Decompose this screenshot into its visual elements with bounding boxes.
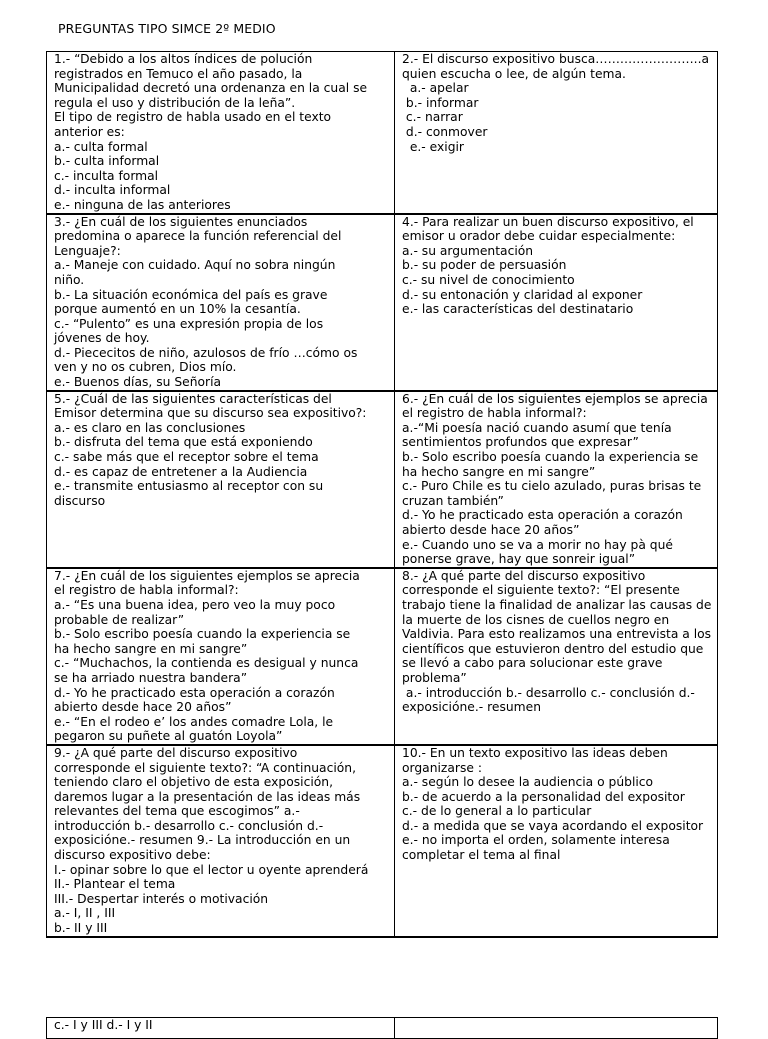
question-line: d.- Yo he practicado esta operación a corazón: [54, 685, 335, 700]
question-line: a.- culta formal: [54, 139, 148, 154]
question-cell: [47, 568, 395, 745]
question-line: sentimientos profundos que expresar”: [402, 435, 639, 450]
question-line: ven y no os cubren, Dios mío.: [54, 360, 237, 375]
question-line: daremos lugar a la presentación de las ideas más: [54, 789, 361, 804]
table-row: [47, 1018, 718, 1039]
question-line: pegaron su puñete al guatón Loyola”: [54, 729, 283, 744]
table-row: [47, 568, 718, 745]
question-line: problema”: [402, 670, 467, 685]
question-cell: [395, 214, 718, 391]
question-line: exposicióne.- resumen 9.- La introducción en un: [54, 833, 351, 848]
question-line: regula el uso y distribución de la leña”.: [54, 95, 296, 110]
question-line: corresponde el siguiente texto?: “El presente: [402, 583, 680, 598]
question-line: científicos que estuvieron dentro del estudio que: [402, 641, 704, 656]
question-line: organizarse :: [402, 760, 482, 775]
question-line: a.- apelar: [402, 81, 469, 96]
question-line: d.- a medida que se vaya acordando el expositor: [402, 818, 704, 833]
question-line: a.-“Mi poesía nació cuando asumí que tenía: [402, 420, 672, 435]
question-line: e.- Cuando uno se va a morir no hay pà qué: [402, 537, 673, 552]
table-row: [47, 391, 718, 568]
question-line: jóvenes de hoy.: [54, 331, 150, 346]
question-cell: [47, 214, 395, 391]
table-row: [47, 745, 718, 937]
question-line: cruzan también”: [402, 493, 504, 508]
question-line: b.- de acuerdo a la personalidad del expositor: [402, 789, 685, 804]
question-line: b.- disfruta del tema que está exponiendo: [54, 435, 313, 450]
question-line: anterior es:: [54, 124, 125, 139]
continuation-table: [46, 1017, 718, 1039]
question-line: b.- II y III: [54, 921, 108, 936]
question-line: probable de realizar”: [54, 612, 185, 627]
question-line: a.- su argumentación: [402, 243, 534, 258]
question-line: e.- las características del destinatario: [402, 302, 634, 317]
question-line: c.- sabe más que el receptor sobre el tema: [54, 450, 319, 465]
question-line: a.- I, II , III: [54, 906, 116, 921]
question-line: Municipalidad decretó una ordenanza en la cual se: [54, 81, 368, 96]
continuation-left-cell: c.- I y III d.- I y II: [47, 1018, 395, 1039]
question-line: teniendo claro el objetivo de esta exposición,: [54, 775, 333, 790]
question-line: trabajo tiene la finalidad de analizar las causas de: [402, 597, 712, 612]
question-line: e.- no importa el orden, solamente interesa: [402, 833, 670, 848]
question-line: d.- conmover: [402, 124, 488, 139]
question-line: predomina o aparece la función referencial del: [54, 229, 342, 244]
question-line: registrados en Temuco el año pasado, la: [54, 66, 303, 81]
question-line: El tipo de registro de habla usado en el texto: [54, 110, 332, 125]
question-line: se llevó a cabo para solucionar este grave: [402, 656, 663, 671]
question-cell: [47, 745, 395, 937]
question-line: corresponde el siguiente texto?: “A continuación,: [54, 760, 356, 775]
question-line: c.- “Muchachos, la contienda es desigual y nunca: [54, 656, 359, 671]
question-cell: [395, 391, 718, 568]
question-line: ha hecho sangre en mi sangre”: [54, 641, 248, 656]
question-line: el registro de habla informal?:: [54, 583, 239, 598]
question-line: e.- Buenos días, su Señoría: [54, 375, 222, 390]
question-line: a.- introducción b.- desarrollo c.- conclusión d.-: [402, 685, 695, 700]
question-line: 8.- ¿A qué parte del discurso expositivo: [402, 568, 646, 583]
question-line: b.- Solo escribo poesía cuando la experiencia se: [402, 450, 699, 465]
question-line: I.- opinar sobre lo que el lector u oyente aprenderá: [54, 862, 369, 877]
question-line: b.- La situación económica del país es grave: [54, 287, 328, 302]
question-line: c.- su nivel de conocimiento: [402, 272, 575, 287]
question-line: b.- culta informal: [54, 154, 160, 169]
question-line: relevantes del tema que escogimos” a.-: [54, 804, 300, 819]
question-line: e.- “En el rodeo e’ los andes comadre Lola, le: [54, 714, 334, 729]
question-cell: [395, 568, 718, 745]
question-line: e.- ninguna de las anteriores: [54, 197, 231, 212]
question-line: a.- es claro en las conclusiones: [54, 420, 246, 435]
question-line: el registro de habla informal?:: [402, 406, 587, 421]
question-line: niño.: [54, 272, 85, 287]
question-line: II.- Plantear el tema: [54, 877, 176, 892]
table-row: [47, 52, 718, 214]
question-line: 10.- En un texto expositivo las ideas deben: [402, 745, 668, 760]
question-line: 6.- ¿En cuál de los siguientes ejemplos se aprecia: [402, 391, 708, 406]
page-title: PREGUNTAS TIPO SIMCE 2º MEDIO: [58, 21, 276, 36]
question-line: completar el tema al final: [402, 848, 561, 863]
question-line: ponerse grave, hay que sonreir igual”: [402, 552, 636, 567]
question-line: abierto desde hace 20 años”: [402, 523, 580, 537]
question-line: introducción b.- desarrollo c.- conclusión d.-: [54, 818, 324, 833]
continuation-right-cell: [395, 1018, 718, 1039]
question-line: b.- su poder de persuasión: [402, 258, 567, 273]
question-line: 3.- ¿En cuál de los siguientes enunciados: [54, 214, 308, 229]
question-line: c.- Puro Chile es tu cielo azulado, puras brisas te: [402, 479, 702, 494]
question-line: a.- según lo desee la audiencia o público: [402, 775, 654, 790]
question-cell: [395, 745, 718, 937]
question-line: discurso: [54, 493, 106, 508]
question-line: c.- narrar: [402, 110, 463, 125]
question-line: la muerte de los cisnes de cuellos negro en: [402, 612, 670, 627]
question-line: Lenguaje?:: [54, 243, 121, 258]
question-line: b.- Solo escribo poesía cuando la experiencia se: [54, 627, 351, 642]
question-line: d.- es capaz de entretener a la Audiencia: [54, 464, 308, 479]
question-line: se ha arriado nuestra bandera”: [54, 670, 248, 685]
question-line: c.- “Pulento” es una expresión propia de los: [54, 316, 324, 331]
question-line: d.- su entonación y claridad al exponer: [402, 287, 643, 302]
question-line: III.- Despertar interés o motivación: [54, 891, 269, 906]
question-line: quien escucha o lee, de algún tema.: [402, 66, 626, 81]
question-line: e.- transmite entusiasmo al receptor con su: [54, 479, 324, 494]
question-line: c.- de lo general a lo particular: [402, 804, 592, 819]
question-line: b.- informar: [402, 95, 479, 110]
question-line: 5.- ¿Cuál de las siguientes características del: [54, 391, 332, 406]
table-row: [47, 214, 718, 391]
question-line: 1.- “Debido a los altos índices de polución: [54, 52, 313, 66]
question-line: d.- inculta informal: [54, 183, 171, 198]
question-cell: [395, 52, 718, 214]
question-line: d.- Piececitos de niño, azulosos de frío …cómo os: [54, 345, 358, 360]
question-line: Valdivia. Para esto realizamos una entrevista a los: [402, 627, 712, 642]
question-line: 2.- El discurso expositivo busca……………………..a: [402, 52, 710, 66]
question-line: Emisor determina que su discurso sea expositivo?:: [54, 406, 367, 421]
question-line: d.- Yo he practicado esta operación a corazón: [402, 508, 683, 523]
question-line: emisor u orador debe cuidar especialmente:: [402, 229, 676, 244]
question-line: porque aumentó en un 10% la cesantía.: [54, 302, 301, 317]
question-cell: [47, 391, 395, 568]
question-line: c.- inculta formal: [54, 168, 159, 183]
question-line: discurso expositivo debe:: [54, 848, 211, 863]
question-line: e.- exigir: [402, 139, 464, 154]
question-line: 9.- ¿A qué parte del discurso expositivo: [54, 745, 298, 760]
question-line: a.- Maneje con cuidado. Aquí no sobra ningún: [54, 258, 336, 273]
question-line: exposicióne.- resumen: [402, 700, 541, 715]
question-line: 4.- Para realizar un buen discurso expositivo, el: [402, 214, 694, 229]
question-cell: [47, 52, 395, 214]
question-line: abierto desde hace 20 años”: [54, 700, 232, 715]
question-line: a.- “Es una buena idea, pero veo la muy poco: [54, 597, 336, 612]
question-line: 7.- ¿En cuál de los siguientes ejemplos se aprecia: [54, 568, 360, 583]
question-line: ha hecho sangre en mi sangre”: [402, 464, 596, 479]
questions-table: [46, 51, 718, 938]
